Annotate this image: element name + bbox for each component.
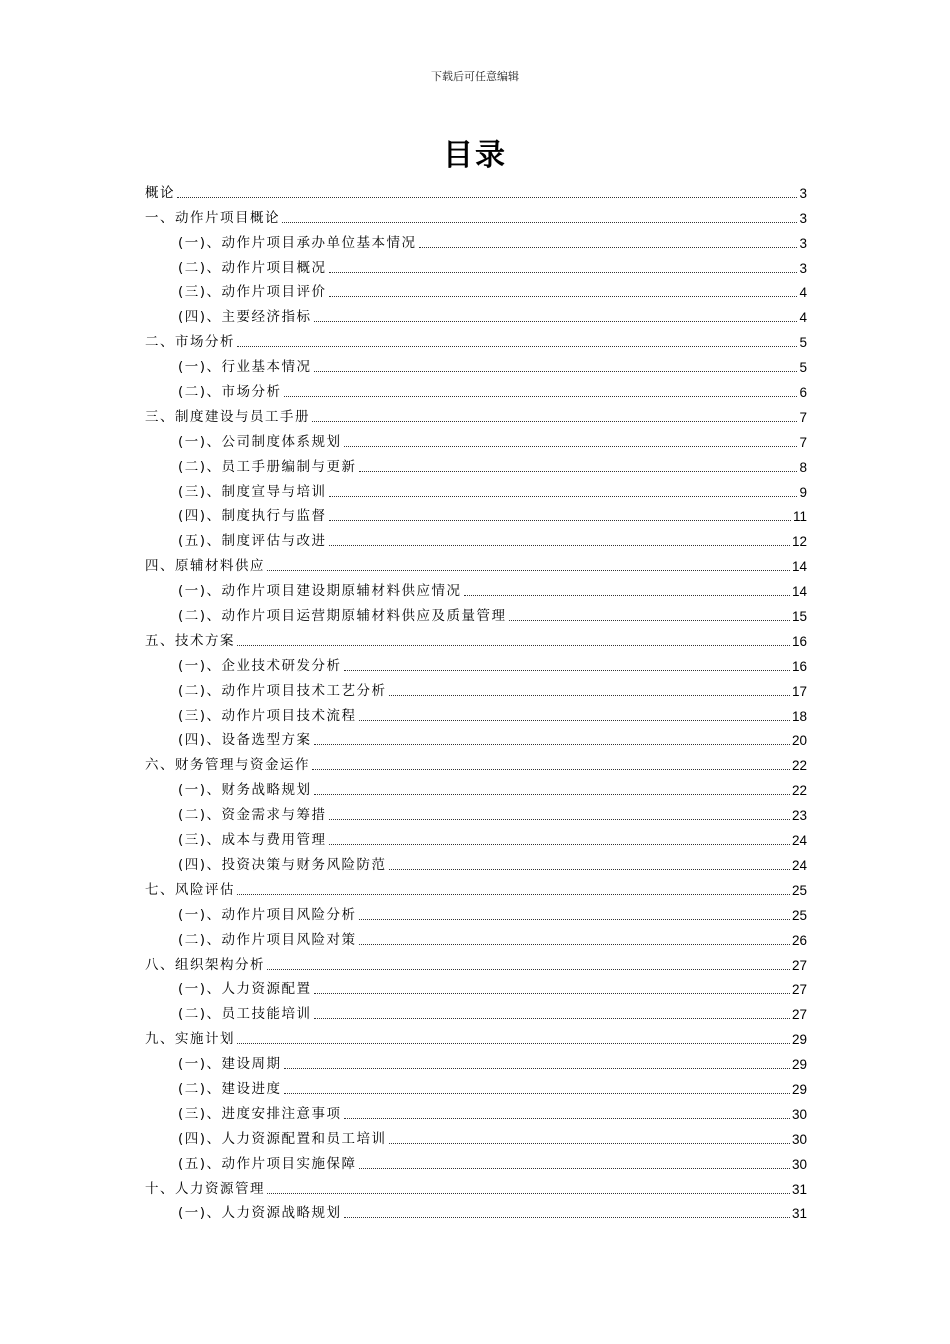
toc-entry-label: (一)、行业基本情况 xyxy=(178,359,312,376)
toc-entry[interactable] xyxy=(145,748,807,773)
toc-dot-leader xyxy=(359,1167,790,1169)
toc-entry-page-number: 3 xyxy=(799,185,807,201)
toc-entry[interactable] xyxy=(145,375,807,400)
toc-dot-leader xyxy=(314,320,798,322)
toc-dot-leader xyxy=(267,1192,790,1194)
toc-entry[interactable] xyxy=(145,1147,807,1172)
toc-dot-leader xyxy=(329,818,790,820)
toc-entry[interactable] xyxy=(145,574,807,599)
toc-entry-page-number: 27 xyxy=(791,957,807,973)
toc-entry[interactable] xyxy=(145,475,807,500)
toc-entry-page-number: 27 xyxy=(791,982,807,998)
toc-entry[interactable] xyxy=(145,848,807,873)
toc-entry-label: 十、人力资源管理 xyxy=(145,1180,265,1197)
toc-entry-label: 概论 xyxy=(145,184,175,201)
toc-dot-leader xyxy=(389,694,790,696)
toc-entry-label: (三)、动作片项目技术流程 xyxy=(178,707,357,724)
toc-dot-leader xyxy=(284,1067,790,1069)
toc-dot-leader xyxy=(284,1092,790,1094)
toc-entry[interactable] xyxy=(145,500,807,525)
toc-entry-page-number: 5 xyxy=(799,360,807,376)
toc-dot-leader xyxy=(329,544,790,546)
toc-entry[interactable] xyxy=(145,599,807,624)
toc-dot-leader xyxy=(329,495,798,497)
toc-entry-label: (三)、动作片项目评价 xyxy=(178,284,327,301)
toc-dot-leader xyxy=(267,968,790,970)
toc-entry-page-number: 3 xyxy=(799,235,807,251)
toc-entry-page-number: 30 xyxy=(791,1106,807,1122)
toc-entry[interactable] xyxy=(145,1047,807,1072)
toc-dot-leader xyxy=(359,470,798,472)
toc-entry[interactable] xyxy=(145,674,807,699)
toc-entry-label: (一)、人力资源配置 xyxy=(178,981,312,998)
toc-entry-label: 一、动作片项目概论 xyxy=(145,209,280,226)
toc-entry[interactable] xyxy=(145,1072,807,1097)
toc-entry[interactable] xyxy=(145,823,807,848)
toc-entry-page-number: 29 xyxy=(791,1057,807,1073)
toc-entry[interactable] xyxy=(145,624,807,649)
toc-entry[interactable] xyxy=(145,325,807,350)
toc-entry-label: (三)、成本与费用管理 xyxy=(178,832,327,849)
toc-dot-leader xyxy=(329,843,790,845)
toc-entry-page-number: 3 xyxy=(799,210,807,226)
toc-entry-page-number: 3 xyxy=(799,260,807,276)
toc-entry-label: (二)、资金需求与筹措 xyxy=(178,807,327,824)
toc-entry[interactable] xyxy=(145,1172,807,1197)
toc-entry-label: (一)、动作片项目风险分析 xyxy=(178,906,357,923)
toc-entry-label: (一)、公司制度体系规划 xyxy=(178,433,342,450)
toc-entry[interactable] xyxy=(145,176,807,201)
toc-entry-page-number: 29 xyxy=(791,1081,807,1097)
toc-entry-page-number: 12 xyxy=(791,534,807,550)
toc-entry-page-number: 31 xyxy=(791,1206,807,1222)
toc-entry-label: (一)、企业技术研发分析 xyxy=(178,657,342,674)
toc-entry-label: (二)、员工技能培训 xyxy=(178,1006,312,1023)
toc-entry[interactable] xyxy=(145,400,807,425)
toc-entry-page-number: 24 xyxy=(791,857,807,873)
toc-entry-label: (一)、财务战略规划 xyxy=(178,782,312,799)
toc-entry-label: 六、财务管理与资金运作 xyxy=(145,757,310,774)
toc-dot-leader xyxy=(329,295,798,297)
toc-dot-leader xyxy=(389,1142,790,1144)
toc-entry-page-number: 14 xyxy=(791,559,807,575)
toc-entry[interactable] xyxy=(145,724,807,749)
toc-entry-page-number: 23 xyxy=(791,808,807,824)
toc-entry-label: (四)、设备选型方案 xyxy=(178,732,312,749)
toc-entry-label: (四)、人力资源配置和员工培训 xyxy=(178,1130,387,1147)
toc-dot-leader xyxy=(284,395,798,397)
toc-entry[interactable] xyxy=(145,1022,807,1047)
toc-entry-page-number: 26 xyxy=(791,932,807,948)
toc-entry-label: (二)、动作片项目概况 xyxy=(178,259,327,276)
toc-entry-page-number: 16 xyxy=(791,658,807,674)
toc-entry[interactable] xyxy=(145,773,807,798)
toc-entry-label: (二)、动作片项目运营期原辅材料供应及质量管理 xyxy=(178,608,507,625)
toc-entry-page-number: 30 xyxy=(791,1131,807,1147)
toc-dot-leader xyxy=(237,644,790,646)
toc-entry-label: 九、实施计划 xyxy=(145,1031,235,1048)
toc-entry-label: (四)、投资决策与财务风险防范 xyxy=(178,856,387,873)
toc-dot-leader xyxy=(359,719,790,721)
toc-entry-page-number: 8 xyxy=(799,459,807,475)
toc-dot-leader xyxy=(419,246,798,248)
toc-entry-page-number: 27 xyxy=(791,1007,807,1023)
toc-dot-leader xyxy=(237,893,790,895)
toc-entry-page-number: 11 xyxy=(792,509,807,525)
toc-dot-leader xyxy=(329,519,791,521)
toc-entry-label: (五)、制度评估与改进 xyxy=(178,533,327,550)
toc-entry[interactable] xyxy=(145,997,807,1022)
toc-entry[interactable] xyxy=(145,873,807,898)
toc-entry[interactable] xyxy=(145,1197,807,1222)
toc-entry[interactable] xyxy=(145,1122,807,1147)
toc-entry-page-number: 25 xyxy=(791,907,807,923)
toc-entry[interactable] xyxy=(145,226,807,251)
page-header: 下载后可任意编辑 xyxy=(431,70,519,83)
toc-entry-label: 五、技术方案 xyxy=(145,632,235,649)
toc-entry[interactable] xyxy=(145,798,807,823)
toc-entry[interactable] xyxy=(145,898,807,923)
toc-dot-leader xyxy=(509,619,790,621)
toc-entry[interactable] xyxy=(145,549,807,574)
toc-entry[interactable] xyxy=(145,649,807,674)
toc-entry-label: (二)、市场分析 xyxy=(178,384,282,401)
toc-entry-label: (四)、制度执行与监督 xyxy=(178,508,327,525)
toc-entry[interactable] xyxy=(145,948,807,973)
toc-entry-page-number: 20 xyxy=(791,733,807,749)
toc-entry-label: (二)、员工手册编制与更新 xyxy=(178,458,357,475)
toc-entry[interactable] xyxy=(145,251,807,276)
toc-entry[interactable] xyxy=(145,699,807,724)
toc-entry-page-number: 7 xyxy=(799,434,807,450)
toc-entry[interactable] xyxy=(145,450,807,475)
toc-entry-label: (四)、主要经济指标 xyxy=(178,309,312,326)
toc-entry-page-number: 30 xyxy=(791,1156,807,1172)
toc-entry-page-number: 7 xyxy=(799,409,807,425)
toc-dot-leader xyxy=(344,1216,790,1218)
toc-entry-page-number: 17 xyxy=(791,683,807,699)
toc-dot-leader xyxy=(344,1117,790,1119)
toc-entry-page-number: 29 xyxy=(791,1032,807,1048)
toc-entry[interactable] xyxy=(145,973,807,998)
toc-entry[interactable] xyxy=(145,524,807,549)
toc-entry-page-number: 4 xyxy=(799,285,807,301)
toc-dot-leader xyxy=(329,271,798,273)
toc-entry-page-number: 6 xyxy=(799,385,807,401)
table-of-contents xyxy=(145,176,807,1221)
toc-dot-leader xyxy=(344,445,798,447)
toc-dot-leader xyxy=(237,1042,790,1044)
toc-entry-label: (一)、动作片项目承办单位基本情况 xyxy=(178,234,417,251)
toc-entry-label: (一)、动作片项目建设期原辅材料供应情况 xyxy=(178,583,462,600)
toc-entry-label: 四、原辅材料供应 xyxy=(145,558,265,575)
toc-entry-label: 八、组织架构分析 xyxy=(145,956,265,973)
toc-entry-page-number: 22 xyxy=(791,758,807,774)
toc-entry-label: (五)、动作片项目实施保障 xyxy=(178,1155,357,1172)
toc-entry-label: (三)、进度安排注意事项 xyxy=(178,1105,342,1122)
toc-entry-page-number: 24 xyxy=(791,833,807,849)
toc-entry-label: (三)、制度宣导与培训 xyxy=(178,483,327,500)
toc-entry[interactable] xyxy=(145,276,807,301)
toc-dot-leader xyxy=(314,743,790,745)
toc-entry-label: (一)、人力资源战略规划 xyxy=(178,1205,342,1222)
toc-dot-leader xyxy=(344,669,790,671)
toc-entry[interactable] xyxy=(145,201,807,226)
toc-dot-leader xyxy=(237,345,797,347)
toc-entry-page-number: 14 xyxy=(791,584,807,600)
toc-entry-page-number: 31 xyxy=(791,1181,807,1197)
toc-dot-leader xyxy=(267,569,790,571)
toc-dot-leader xyxy=(177,196,797,198)
toc-dot-leader xyxy=(314,370,798,372)
toc-entry[interactable] xyxy=(145,1097,807,1122)
toc-dot-leader xyxy=(314,992,790,994)
toc-entry-label: 二、市场分析 xyxy=(145,334,235,351)
toc-entry-label: 三、制度建设与员工手册 xyxy=(145,408,310,425)
toc-dot-leader xyxy=(312,420,797,422)
toc-dot-leader xyxy=(389,868,790,870)
page-title: 目录 xyxy=(443,138,507,173)
toc-entry[interactable] xyxy=(145,300,807,325)
toc-entry-page-number: 4 xyxy=(799,310,807,326)
toc-entry-label: 七、风险评估 xyxy=(145,881,235,898)
toc-entry-page-number: 22 xyxy=(791,783,807,799)
toc-entry-page-number: 16 xyxy=(791,633,807,649)
toc-entry-page-number: 5 xyxy=(799,335,807,351)
toc-dot-leader xyxy=(359,943,790,945)
toc-entry-label: (二)、建设进度 xyxy=(178,1080,282,1097)
toc-entry-label: (一)、建设周期 xyxy=(178,1056,282,1073)
toc-entry-page-number: 25 xyxy=(791,882,807,898)
toc-entry-label: (二)、动作片项目技术工艺分析 xyxy=(178,682,387,699)
toc-dot-leader xyxy=(312,768,790,770)
toc-dot-leader xyxy=(464,594,790,596)
toc-entry[interactable] xyxy=(145,350,807,375)
toc-dot-leader xyxy=(314,1017,790,1019)
toc-entry-page-number: 9 xyxy=(799,484,807,500)
toc-entry-page-number: 15 xyxy=(791,609,807,625)
toc-entry-page-number: 18 xyxy=(791,708,807,724)
toc-entry-label: (二)、动作片项目风险对策 xyxy=(178,931,357,948)
toc-dot-leader xyxy=(282,221,797,223)
toc-entry[interactable] xyxy=(145,923,807,948)
toc-dot-leader xyxy=(359,918,790,920)
toc-dot-leader xyxy=(314,793,790,795)
toc-entry[interactable] xyxy=(145,425,807,450)
